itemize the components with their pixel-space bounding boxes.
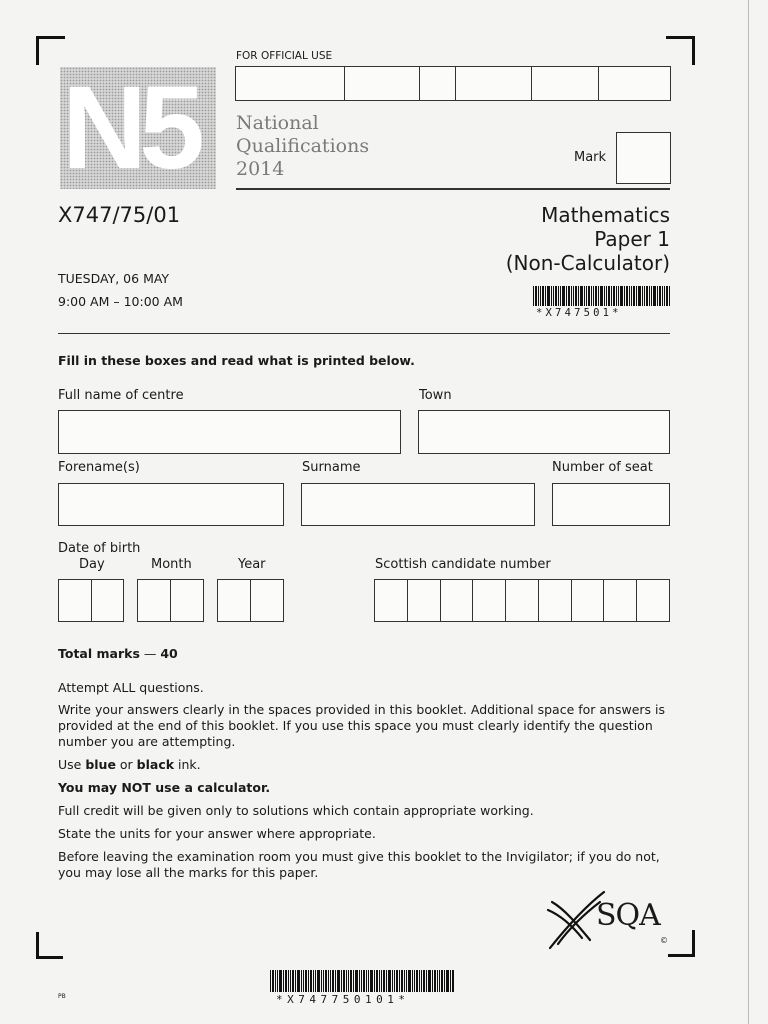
total-marks-value: 40 [160,646,178,661]
dob-day-boxes[interactable] [58,579,124,622]
exam-date: TUESDAY, 06 MAY [58,271,170,286]
logo-line-year: 2014 [236,158,285,180]
town-field[interactable] [418,410,670,454]
instruction-leaving: Before leaving the examination room you must give this booklet to the Invigilator; if you do not, you may lose all the marks for this paper. [58,849,660,880]
n5-badge-text: N5 [62,62,197,194]
crop-mark-top-right [666,36,695,65]
instruction-write: Write your answers clearly in the spaces provided in this booklet. Additional space for answers is provided at the end of this booklet. If you use this space you must clearly identify the question number you are attempting. [58,702,666,749]
dob-month-boxes[interactable] [137,579,204,622]
sqa-logo-text: SQA [596,898,660,933]
total-marks [58,646,178,661]
official-use-label: FOR OFFICIAL USE [236,50,333,62]
instruction-credit: Full credit will be given only to solutions which contain appropriate working. [58,803,534,818]
ink-text-or: or [115,757,137,772]
dob-year-boxes[interactable] [217,579,284,622]
year-label: Year [238,557,266,572]
month-label: Month [151,557,192,572]
logo-text [236,112,369,181]
town-label: Town [419,388,452,403]
copyright-symbol: © [660,936,668,945]
page-edge-line [748,0,749,1024]
crop-mark-bottom-left [36,932,63,959]
mark-label: Mark [574,150,607,165]
seat-label: Number of seat [552,460,653,475]
footer-code: PB [58,993,66,1000]
ink-text-pre: Use [58,757,86,772]
logo-line-qualifications: Qualifications [236,135,370,157]
dob-label: Date of birth [58,541,141,556]
logo-line-national: National [236,112,319,134]
crop-mark-top-left [36,36,65,65]
subject-title [506,203,670,275]
total-marks-label: Total marks [58,646,140,661]
subject-line-3: (Non-Calculator) [505,251,670,275]
form-heading: Fill in these boxes and read what is printed below. [58,353,415,368]
barcode-bottom-text: *X747750101* [276,993,410,1006]
subject-line-1: Mathematics [541,203,670,227]
ink-blue: blue [85,757,116,772]
day-label: Day [79,557,105,572]
instruction-ink [58,757,678,773]
forename-label: Forename(s) [58,460,140,475]
crop-mark-bottom-right [668,930,695,957]
scn-boxes[interactable] [374,579,670,622]
barcode-bottom [270,970,454,992]
instruction-no-calculator: You may NOT use a calculator. [58,780,271,795]
instruction-attempt: Attempt ALL questions. [58,680,204,695]
scn-label: Scottish candidate number [375,557,551,572]
forename-field[interactable] [58,483,284,526]
centre-name-field[interactable] [58,410,401,454]
official-use-boxes [235,66,671,101]
paper-code: X747/75/01 [58,203,181,227]
seat-field[interactable] [552,483,670,526]
barcode-top [533,286,670,306]
surname-field[interactable] [301,483,535,526]
n5-logo [60,62,216,194]
centre-label: Full name of centre [58,388,184,403]
subject-line-2: Paper 1 [594,227,670,251]
instruction-units: State the units for your answer where appropriate. [58,826,376,841]
form-divider [58,333,670,334]
exam-time: 9:00 AM – 10:00 AM [58,294,183,309]
total-marks-dash: — [139,646,161,661]
header-divider [236,188,670,190]
ink-black: black [136,757,175,772]
ink-text-post: ink. [174,757,201,772]
surname-label: Surname [302,460,361,475]
barcode-top-text: *X747501* [536,307,622,319]
mark-box[interactable] [616,132,671,184]
